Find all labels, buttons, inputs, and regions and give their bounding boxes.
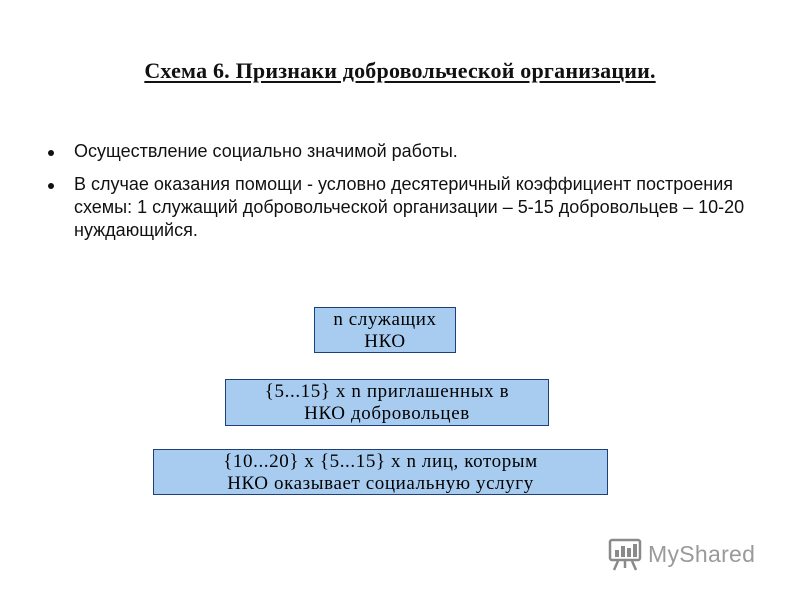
watermark-text: MyShared [648, 540, 756, 567]
box-line: НКО добровольцев [304, 403, 470, 424]
presentation-board-icon [608, 537, 642, 571]
diagram-box-volunteers [225, 379, 549, 426]
diagram-box-staff [314, 307, 456, 353]
slide-title: Схема 6. Признаки добровольческой организации. [144, 58, 656, 83]
bullet-dot-icon [48, 150, 54, 156]
box-line: {5...15} x n приглашенных в [264, 381, 510, 402]
diagram-box-recipients [153, 449, 608, 495]
box-line: n служащих [333, 309, 437, 330]
bullet-list [48, 140, 748, 252]
watermark-logo [608, 537, 755, 571]
bullet-text: В случае оказания помощи - условно десятеричный коэффициент построения схемы: 1 служащий добровольческой организации – 5-15 добровольцев – 10-20 нуждающийся. [74, 174, 745, 240]
bullet-text: Осуществление социально значимой работы. [74, 141, 458, 161]
bullet-item [48, 140, 748, 163]
bullet-item [48, 173, 748, 242]
bullet-dot-icon [48, 183, 54, 189]
box-line: НКО оказывает социальную услугу [227, 473, 534, 494]
box-line: НКО [364, 331, 406, 352]
box-line: {10...20} x {5...15} x n лиц, которым [223, 451, 538, 472]
